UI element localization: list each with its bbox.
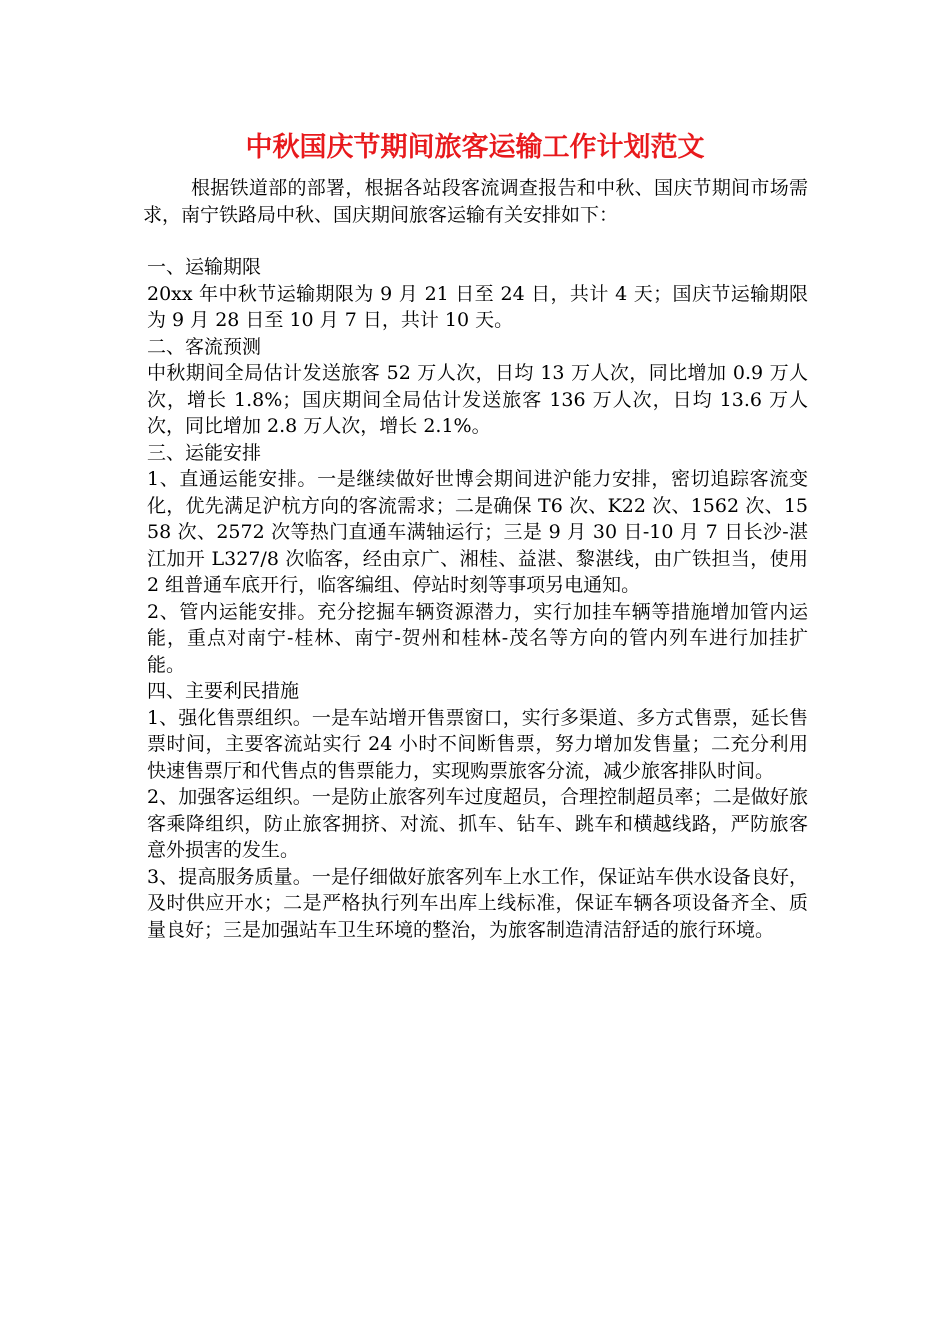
document-title: 中秋国庆节期间旅客运输工作计划范文 (245, 132, 705, 163)
section-heading: 一、运输期限 (147, 256, 262, 278)
section-heading: 四、主要利民措施 (147, 680, 300, 702)
section-paragraph: 2、加强客运组织。一是防止旅客列车过度超员，合理控制超员率；二是做好旅客乘降组织，防止旅客拥挤、对流、抓车、钻车、跳车和横越线路，严防旅客意外损害的发生。 (147, 786, 808, 861)
section-paragraph: 中秋期间全局估计发送旅客 52 万人次，日均 13 万人次，同比增加 0.9 万人次，增长 1.8%；国庆期间全局估计发送旅客 136 万人次，日均 13.6 万人次，同比增加 2.8 万人次，增长 2.1%。 (147, 362, 808, 437)
blank-line (143, 228, 808, 254)
section-heading: 三、运能安排 (147, 441, 262, 464)
section-paragraph: 3、提高服务质量。一是仔细做好旅客列车上水工作，保证站车供水设备良好，及时供应开水；二是严格执行列车出库上线标准，保证车辆各项设备齐全、质量良好；三是加强站车卫生环境的整治，为旅客制造清洁舒适的旅行环境。 (147, 865, 808, 941)
section-paragraph: 2、管内运能安排。充分挖掘车辆资源潜力，实行加挂车辆等措施增加管内运能，重点对南宁-桂林、南宁-贺州和桂林-茂名等方向的管内列车进行加挂扩能。 (147, 600, 808, 676)
intro-paragraph: 根据铁道部的部署，根据各站段客流调查报告和中秋、国庆节期间市场需求，南宁铁路局中秋、国庆期间旅客运输有关安排如下： (143, 177, 808, 226)
section-paragraph: 1、直通运能安排。一是继续做好世博会期间进沪能力安排，密切追踪客流变化，优先满足沪杭方向的客流需求；二是确保 T6 次、K22 次、1562 次、1558 次、2572 次等热门直通车满轴运行；三是 9 月 30 日-10 月 7 日长沙-湛江加开 L327/8 次临客，经由京广、湘桂、益湛、黎湛线，由广铁担当，使用 2 组普通车底开行，临客编组、停站时刻等事项另电通知。 (147, 468, 808, 596)
section-paragraph: 20xx 年中秋节运输期限为 9 月 21 日至 24 日，共计 4 天；国庆节运输期限为 9 月 28 日至 10 月 7 日，共计 10 天。 (147, 282, 808, 331)
document-body (143, 175, 808, 943)
section-heading: 二、客流预测 (147, 335, 262, 358)
section-paragraph: 1、强化售票组织。一是车站增开售票窗口，实行多渠道、多方式售票，延长售票时间，主要客流站实行 24 小时不间断售票，努力增加发售量；二充分利用快速售票厅和代售点的售票能力，实现购票旅客分流，减少旅客排队时间。 (147, 706, 808, 782)
